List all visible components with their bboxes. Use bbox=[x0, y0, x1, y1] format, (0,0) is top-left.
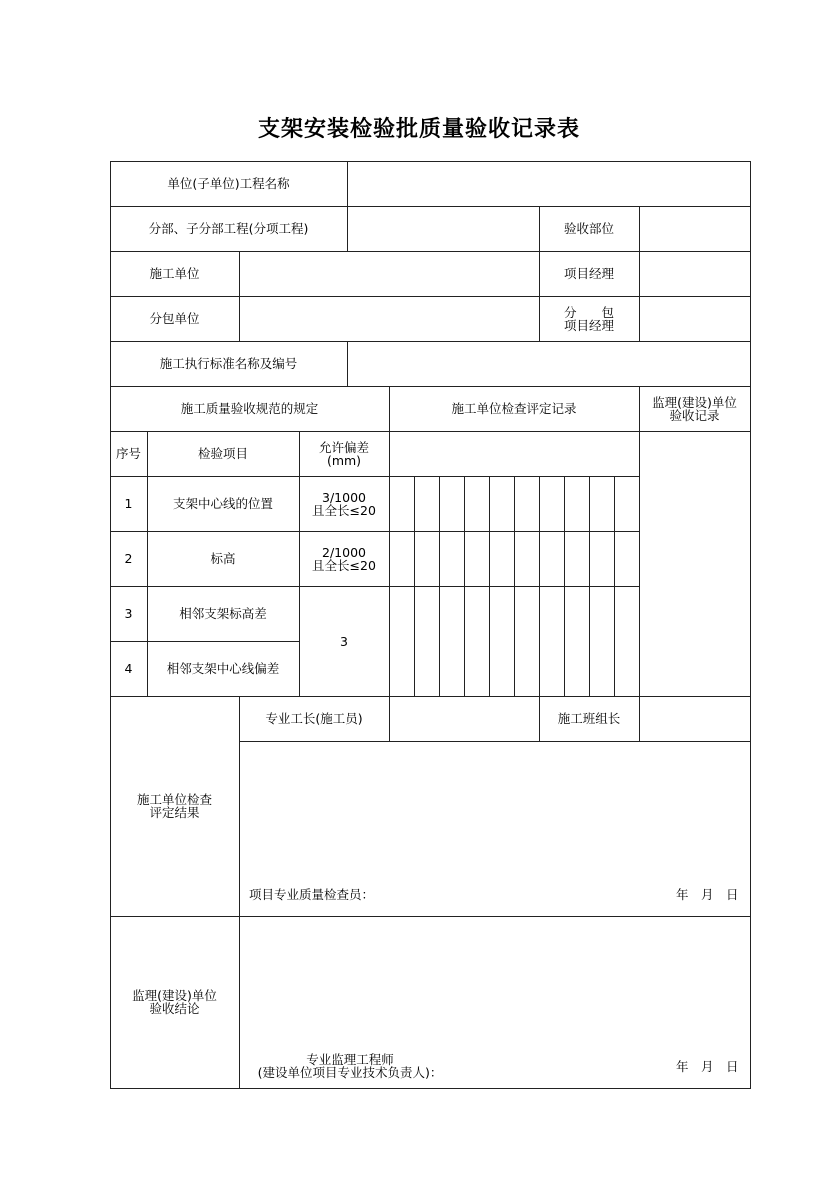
col-tolerance-header: 允许偏差 (mm) bbox=[299, 431, 390, 477]
project-name-label: 单位(子单位)工程名称 bbox=[110, 161, 348, 207]
item-tolerance: 3 bbox=[299, 586, 390, 697]
check-record-cell[interactable] bbox=[514, 531, 540, 587]
check-record-cell[interactable] bbox=[414, 531, 440, 587]
check-record-cell[interactable] bbox=[439, 586, 465, 697]
subcontractor-label: 分包单位 bbox=[110, 296, 240, 342]
check-record-cell[interactable] bbox=[614, 586, 640, 697]
result-date: 年 月 日 bbox=[676, 887, 739, 902]
supervision-record-field[interactable] bbox=[639, 431, 751, 697]
col-item-header: 检验项目 bbox=[147, 431, 300, 477]
team-leader-field[interactable] bbox=[639, 696, 751, 742]
spec-section-header: 施工质量验收规范的规定 bbox=[110, 386, 390, 432]
construction-unit-label: 施工单位 bbox=[110, 251, 240, 297]
check-record-cell[interactable] bbox=[614, 476, 640, 532]
sub-project-manager-label: 分 包 项目经理 bbox=[539, 296, 640, 342]
check-record-cell[interactable] bbox=[489, 531, 515, 587]
check-record-cell[interactable] bbox=[564, 476, 590, 532]
check-record-cell[interactable] bbox=[564, 586, 590, 697]
item-name: 支架中心线的位置 bbox=[147, 476, 300, 532]
item-name: 相邻支架中心线偏差 bbox=[147, 641, 300, 697]
sub-project-manager-field[interactable] bbox=[639, 296, 751, 342]
check-record-cell[interactable] bbox=[439, 531, 465, 587]
result-label: 施工单位检查 评定结果 bbox=[110, 696, 240, 917]
check-record-cell[interactable] bbox=[539, 531, 565, 587]
check-record-cell[interactable] bbox=[539, 476, 565, 532]
check-record-header: 施工单位检查评定记录 bbox=[389, 386, 640, 432]
standard-label: 施工执行标准名称及编号 bbox=[110, 341, 348, 387]
subproject-field[interactable] bbox=[347, 206, 540, 252]
engineer-label: 专业监理工程师 (建设单位项目专业技术负责人)： bbox=[257, 1052, 443, 1080]
project-manager-field[interactable] bbox=[639, 251, 751, 297]
check-record-cell[interactable] bbox=[539, 586, 565, 697]
check-record-cell[interactable] bbox=[489, 586, 515, 697]
project-name-field[interactable] bbox=[347, 161, 751, 207]
standard-field[interactable] bbox=[347, 341, 751, 387]
check-record-cell[interactable] bbox=[414, 476, 440, 532]
foreman-label: 专业工长(施工员) bbox=[239, 696, 390, 742]
foreman-field[interactable] bbox=[389, 696, 540, 742]
item-name: 标高 bbox=[147, 531, 300, 587]
check-record-cell[interactable] bbox=[589, 476, 615, 532]
check-record-cell[interactable] bbox=[464, 476, 490, 532]
check-record-cell[interactable] bbox=[564, 531, 590, 587]
item-tolerance: 2/1000 且全长≤20 bbox=[299, 531, 390, 587]
inspector-label: 项目专业质量检查员： bbox=[249, 887, 375, 902]
check-record-cell[interactable] bbox=[414, 586, 440, 697]
item-tolerance: 3/1000 且全长≤20 bbox=[299, 476, 390, 532]
check-record-cell[interactable] bbox=[389, 476, 415, 532]
col-no-header: 序号 bbox=[110, 431, 148, 477]
team-leader-label: 施工班组长 bbox=[539, 696, 640, 742]
subcontractor-field[interactable] bbox=[239, 296, 540, 342]
item-no: 4 bbox=[110, 641, 148, 697]
conclusion-label: 监理(建设)单位 验收结论 bbox=[110, 916, 240, 1089]
project-manager-label: 项目经理 bbox=[539, 251, 640, 297]
item-no: 3 bbox=[110, 586, 148, 642]
form-title: 支架安装检验批质量验收记录表 bbox=[257, 116, 580, 142]
check-record-cell[interactable] bbox=[464, 586, 490, 697]
supervision-record-header: 监理(建设)单位 验收记录 bbox=[639, 386, 751, 432]
check-record-cell[interactable] bbox=[614, 531, 640, 587]
item-name: 相邻支架标高差 bbox=[147, 586, 300, 642]
conclusion-date: 年 月 日 bbox=[676, 1059, 739, 1074]
record-header-blank bbox=[389, 431, 640, 477]
acceptance-part-label: 验收部位 bbox=[539, 206, 640, 252]
check-record-cell[interactable] bbox=[489, 476, 515, 532]
check-record-cell[interactable] bbox=[589, 586, 615, 697]
item-no: 1 bbox=[110, 476, 148, 532]
item-no: 2 bbox=[110, 531, 148, 587]
check-record-cell[interactable] bbox=[514, 586, 540, 697]
check-record-cell[interactable] bbox=[439, 476, 465, 532]
check-record-cell[interactable] bbox=[389, 586, 415, 697]
construction-unit-field[interactable] bbox=[239, 251, 540, 297]
check-record-cell[interactable] bbox=[464, 531, 490, 587]
check-record-cell[interactable] bbox=[589, 531, 615, 587]
subproject-label: 分部、子分部工程(分项工程) bbox=[110, 206, 348, 252]
check-record-cell[interactable] bbox=[514, 476, 540, 532]
acceptance-part-field[interactable] bbox=[639, 206, 751, 252]
check-record-cell[interactable] bbox=[389, 531, 415, 587]
